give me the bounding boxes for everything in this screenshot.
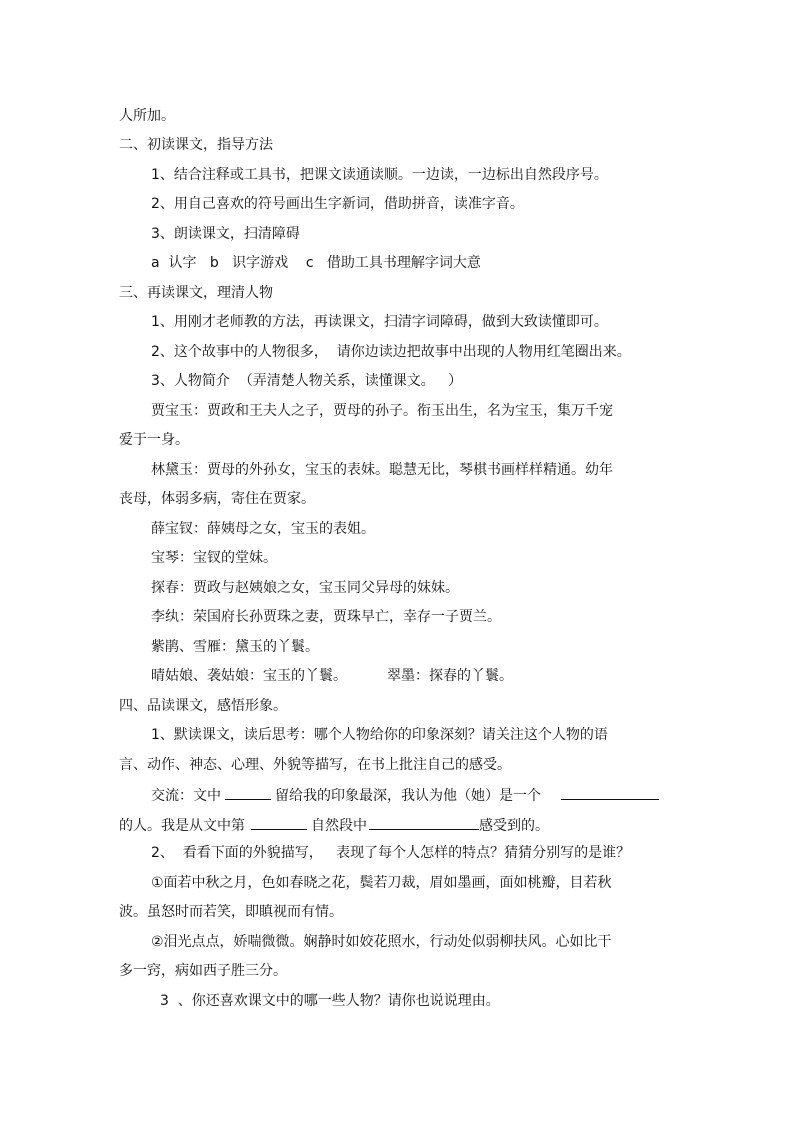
exchange-text-1: 交流：文中: [151, 788, 221, 804]
paragraph-line: 2、这个故事中的人物很多， 请你边读边把故事中出现的人物用红笔圈出来。: [151, 344, 631, 360]
character-intro: 宝琴：宝钗的堂妹。: [151, 550, 277, 566]
paragraph-line: 2、 看看下面的外貌描写， 表现了每个人怎样的特点？猜猜分别写的是谁？: [151, 845, 631, 861]
character-intro: 紫鹃、雪雁：黛玉的丫鬟。: [151, 639, 319, 655]
section-heading: 三、再读课文，理清人物: [119, 285, 273, 301]
character-intro: 李纨：荣国府长孙贾珠之妻，贾珠早亡，幸存一子贾兰。: [151, 609, 501, 625]
fill-blank-paragraph[interactable]: [251, 815, 307, 830]
character-intro: 贾宝玉：贾政和王夫人之子，贾母的孙子。衔玉出生，名为宝玉，集万千宠: [151, 403, 613, 419]
fill-blank-quote[interactable]: [369, 815, 479, 830]
fill-blank-trait[interactable]: [561, 785, 659, 800]
maids-b: 翠墨：探春的丫鬟。: [387, 668, 513, 684]
paragraph-line: 3 、你还喜欢课文中的哪一些人物？请你也说说理由。: [160, 993, 500, 1009]
exchange-line: [119, 815, 679, 835]
character-intro: 探春：贾政与赵姨娘之女，宝玉同父异母的妹妹。: [151, 580, 459, 596]
exchange-text-2: 留给我的印象最深，我认为他（她）是一个: [275, 788, 541, 804]
paragraph-line: 言、动作、神态、心理、外貌等描写，在书上批注自己的感受。: [119, 757, 511, 773]
exchange-text-3: 的人。我是从文中第: [119, 818, 245, 834]
paragraph-line: 1、默读课文，读后思考：哪个人物给你的印象深刻？请关注这个人物的语: [151, 727, 608, 743]
paragraph-line: 1、用刚才老师教的方法，再读课文，扫清字词障碍，做到大致读懂即可。: [151, 314, 608, 330]
paragraph-line: 3、人物简介 （弄清楚人物关系，读懂课文。 ）: [151, 373, 463, 389]
paragraph-line: 丧母，体弱多病，寄住在贾家。: [119, 491, 315, 507]
paragraph-line: 2、用自己喜欢的符号画出生字新词，借助拼音，读准字音。: [151, 196, 524, 212]
description-quote: ①面若中秋之月，色如春晓之花，鬓若刀裁，眉如墨画，面如桃瓣，目若秋: [151, 875, 612, 891]
paragraph-line: 人所加。: [119, 108, 175, 124]
description-quote: 多一窍，病如西子胜三分。: [119, 963, 287, 979]
fill-blank-character[interactable]: [225, 785, 271, 800]
character-intro: 薛宝钗：薛姨母之女，宝玉的表姐。: [151, 521, 375, 537]
exchange-text-4: 自然段中: [311, 818, 367, 834]
paragraph-line: 1、结合注释或工具书，把课文读通读顺。一边读，一边标出自然段序号。: [151, 167, 608, 183]
description-quote: 波。虽怒时而若笑，即瞋视而有情。: [119, 904, 343, 920]
description-quote: ②泪光点点，娇喘微微。娴静时如姣花照水，行动处似弱柳扶风。心如比干: [151, 934, 612, 950]
character-intro-maids: [151, 667, 711, 685]
exchange-text-5: 感受到的。: [479, 818, 549, 834]
section-heading: 四、品读课文，感悟形象。: [119, 698, 287, 714]
character-intro: 林黛玉：贾母的外孙女，宝玉的表妹。聪慧无比，琴棋书画样样精通。幼年: [151, 462, 613, 478]
paragraph-line: 3、朗读课文，扫清障碍: [151, 226, 300, 242]
section-heading: 二、初读课文，指导方法: [119, 137, 273, 153]
paragraph-line: a 认字 b 识字游戏 c 借助工具书理解字词大意: [151, 255, 481, 271]
paragraph-line: 爱于一身。: [119, 432, 189, 448]
exchange-line: [151, 785, 711, 805]
maids-a: 晴姑娘、袭姑娘：宝玉的丫鬟。: [151, 668, 347, 684]
